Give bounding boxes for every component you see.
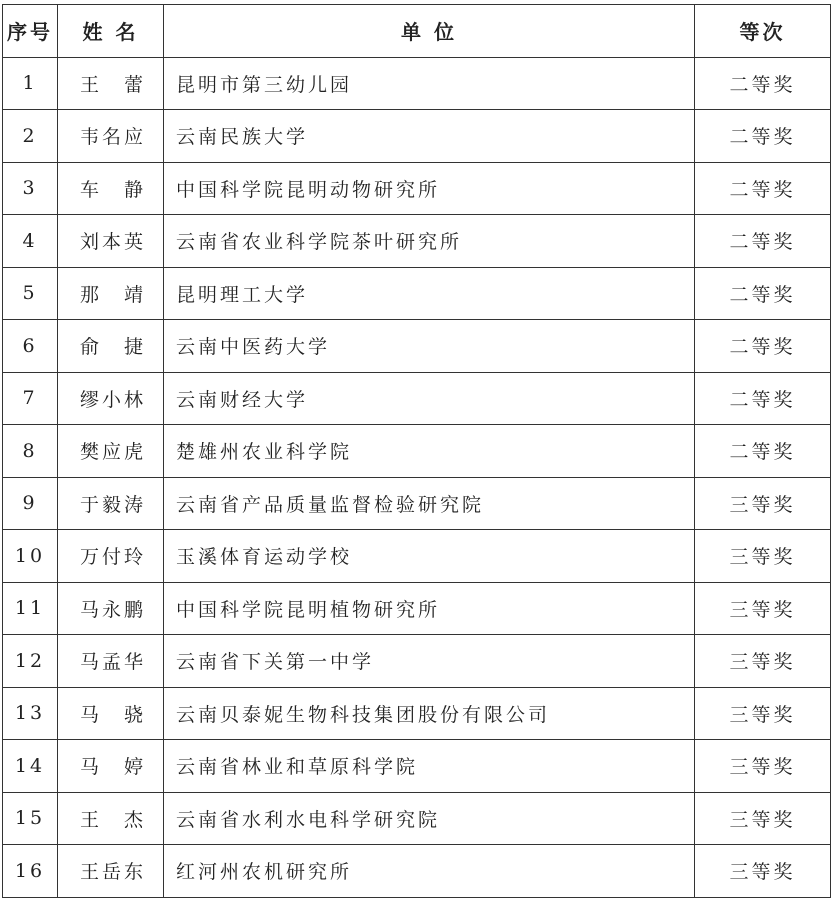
cell-seq: 8: [3, 425, 58, 478]
cell-seq: 6: [3, 320, 58, 373]
cell-unit: 云南中医药大学: [164, 320, 695, 373]
cell-unit: 云南省林业和草原科学院: [164, 740, 695, 793]
table-row: [3, 635, 831, 688]
cell-name: 于毅涛: [58, 477, 164, 530]
cell-seq: 13: [3, 687, 58, 740]
cell-unit: 中国科学院昆明动物研究所: [164, 162, 695, 215]
cell-grade: 三等奖: [695, 845, 831, 898]
cell-unit: 云南省水利水电科学研究院: [164, 792, 695, 845]
cell-unit: 云南省下关第一中学: [164, 635, 695, 688]
cell-grade: 三等奖: [695, 792, 831, 845]
header-grade: 等次: [695, 5, 831, 58]
cell-grade: 二等奖: [695, 267, 831, 320]
cell-unit: 中国科学院昆明植物研究所: [164, 582, 695, 635]
cell-name: 刘本英: [58, 215, 164, 268]
cell-seq: 4: [3, 215, 58, 268]
table-row: [3, 267, 831, 320]
cell-grade: 二等奖: [695, 110, 831, 163]
cell-unit: 红河州农机研究所: [164, 845, 695, 898]
table-row: [3, 57, 831, 110]
cell-unit: 云南贝泰妮生物科技集团股份有限公司: [164, 687, 695, 740]
cell-seq: 5: [3, 267, 58, 320]
table-header-row: [3, 5, 831, 58]
cell-grade: 三等奖: [695, 687, 831, 740]
table-row: [3, 582, 831, 635]
cell-grade: 三等奖: [695, 530, 831, 583]
cell-seq: 10: [3, 530, 58, 583]
cell-name: 马 骁: [58, 687, 164, 740]
cell-unit: 云南民族大学: [164, 110, 695, 163]
table-row: [3, 740, 831, 793]
cell-name: 马永鹏: [58, 582, 164, 635]
cell-unit: 楚雄州农业科学院: [164, 425, 695, 478]
cell-seq: 11: [3, 582, 58, 635]
cell-name: 王 蕾: [58, 57, 164, 110]
cell-grade: 三等奖: [695, 635, 831, 688]
table-row: [3, 320, 831, 373]
cell-name: 樊应虎: [58, 425, 164, 478]
cell-name: 车 静: [58, 162, 164, 215]
cell-grade: 二等奖: [695, 320, 831, 373]
cell-seq: 15: [3, 792, 58, 845]
cell-grade: 二等奖: [695, 57, 831, 110]
cell-name: 万付玲: [58, 530, 164, 583]
cell-seq: 3: [3, 162, 58, 215]
cell-grade: 三等奖: [695, 740, 831, 793]
cell-unit: 昆明市第三幼儿园: [164, 57, 695, 110]
table-row: [3, 687, 831, 740]
cell-grade: 三等奖: [695, 477, 831, 530]
cell-seq: 14: [3, 740, 58, 793]
table-row: [3, 792, 831, 845]
cell-seq: 1: [3, 57, 58, 110]
cell-seq: 9: [3, 477, 58, 530]
cell-grade: 二等奖: [695, 162, 831, 215]
table-row: [3, 425, 831, 478]
cell-grade: 三等奖: [695, 582, 831, 635]
table-row: [3, 477, 831, 530]
table-row: [3, 372, 831, 425]
table-row: [3, 215, 831, 268]
cell-grade: 二等奖: [695, 215, 831, 268]
cell-seq: 12: [3, 635, 58, 688]
header-seq: 序号: [3, 5, 58, 58]
cell-unit: 云南省产品质量监督检验研究院: [164, 477, 695, 530]
cell-grade: 二等奖: [695, 372, 831, 425]
table-row: [3, 110, 831, 163]
cell-name: 王 杰: [58, 792, 164, 845]
table-row: [3, 845, 831, 898]
cell-seq: 16: [3, 845, 58, 898]
cell-name: 王岳东: [58, 845, 164, 898]
cell-name: 那 靖: [58, 267, 164, 320]
cell-unit: 玉溪体育运动学校: [164, 530, 695, 583]
cell-name: 韦名应: [58, 110, 164, 163]
cell-unit: 云南省农业科学院茶叶研究所: [164, 215, 695, 268]
cell-seq: 2: [3, 110, 58, 163]
cell-name: 马孟华: [58, 635, 164, 688]
header-name: 姓 名: [58, 5, 164, 58]
cell-name: 缪小林: [58, 372, 164, 425]
cell-unit: 云南财经大学: [164, 372, 695, 425]
table-row: [3, 530, 831, 583]
cell-seq: 7: [3, 372, 58, 425]
award-table: [2, 4, 831, 898]
cell-grade: 二等奖: [695, 425, 831, 478]
cell-name: 俞 捷: [58, 320, 164, 373]
cell-name: 马 婷: [58, 740, 164, 793]
cell-unit: 昆明理工大学: [164, 267, 695, 320]
header-unit: 单 位: [164, 5, 695, 58]
table-row: [3, 162, 831, 215]
